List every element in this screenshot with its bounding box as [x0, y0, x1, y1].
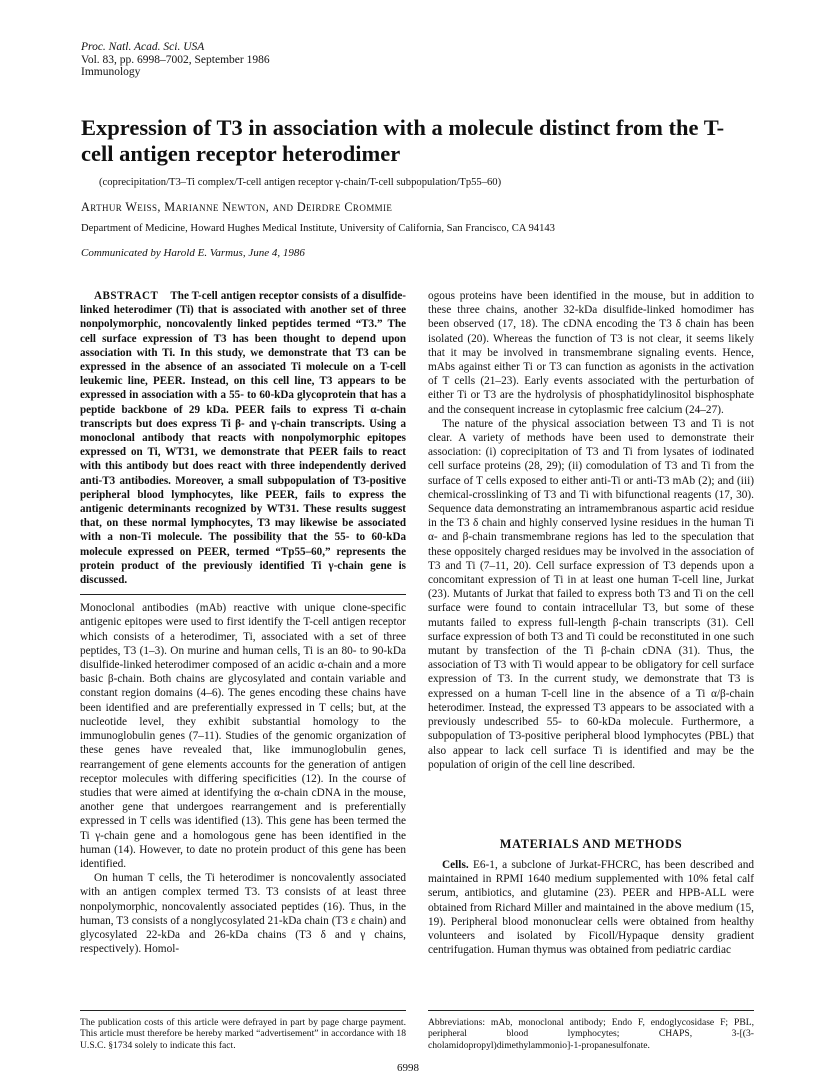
communicated-by: Communicated by Harold E. Varmus, June 4, 1986: [81, 247, 305, 259]
footnote-rule-right: [428, 1010, 754, 1011]
intro-paragraph: On human T cells, the Ti heterodimer is noncovalently associated with an antigen complex termed T3. T3 consists of at least three nonpolymorphic, noncovalently associated peptides (16). Thus, in the human, T3 consists of a nonglycosylated 21-kDa chain (T3 ε chain) and glycosylated 22-kDa and 26-kDa chains (T3 δ and γ chains, respectively). Homol-: [80, 872, 406, 956]
cells-text: E6-1, a subclone of Jurkat-FHCRC, has been described and maintained in RPMI 1640 medium supplemented with 10% fetal calf serum, antibiotics, and glutamine (23). PEER and HPB-ALL were obtained from Richard Miller and maintained in the above medium (15, 19). Peripheral blood mononuclear cells were obtained from healthy volunteers and isolated by Ficoll/Hypaque density gradient centrifugation. Human thymus was obtained from pediatric cardiac: [428, 859, 754, 957]
cells-label: Cells.: [442, 859, 469, 871]
body-paragraph: The nature of the physical association between T3 and Ti is not clear. A variety of methods have been used to demonstrate their association: (i) coprecipitation of T3 and Ti from lysates of iodinated cell surface proteins (28, 29); (ii) comodulation of T3 and Ti from the surface of T cells exposed to either anti-Ti or anti-T3 mAb (2); and (iii) chemical-crosslinking of T3 and Ti with bifunctional reagents (17, 30). Sequence data demonstrating an intramembranous aspartic acid residue in the T3 δ chain and highly conserved lysine residues in the human Ti α- and β-chain transmembrane regions has led to the speculation that these oppositely charged residues may be involved in the association of T3 and Ti (7–11, 20). Cell surface expression of T3 depends upon a concomitant expression of Ti in at least one human T-cell line, Jurkat (23). Mutants of Jurkat that failed to express both T3 and Ti on the cell surface were found to contain intracellular T3, but some of these mutants failed to express full-length β-chain transcripts (31). Cell surface expression of both T3 and Ti could be reconstituted in one such mutant by transfection of the Ti β-chain cDNA (31). Thus, the association of T3 with Ti would appear to be obligatory for cell surface expression of T3. In the current study, we demonstrate that T3 is expressed on a human T-cell line in the absence of a Ti α/β-chain heterodimer. Instead, the expressed T3 appears to be associated with a previously undescribed 55- to 60-kDa molecule. Furthermore, a subpopulation of T3-positive peripheral blood lymphocytes (PBL) that also appear to lack cell surface Ti is identified and may be the population of origin of the cell line described.: [428, 417, 754, 771]
affiliation: Department of Medicine, Howard Hughes Medical Institute, University of California, San Francisco, CA 94143: [81, 223, 555, 234]
journal-name: Proc. Natl. Acad. Sci. USA: [81, 41, 205, 53]
abbreviations-footnote: Abbreviations: mAb, monoclonal antibody; Endo F, endoglycosidase F; PBL, peripheral blood lymphocytes; CHAPS, 3-[(3-cholamidopropyl)dimethylammonio]-1-propanesulfonate.: [428, 1017, 754, 1051]
journal-volume: Vol. 83, pp. 6998–7002, September 1986: [81, 53, 270, 66]
journal-header: [81, 41, 270, 79]
article-title: Expression of T3 in association with a molecule distinct from the T-cell antigen receptor heterodimer: [81, 115, 725, 166]
body-paragraph: ogous proteins have been identified in the mouse, but in addition to these three chains, another 32-kDa disulfide-linked homodimer has been observed (17, 18). The cDNA encoding the T3 δ chain has been isolated (20). Whereas the function of T3 is not clear, it seems likely that it may be involved in transmembrane signaling events. Hence, mAbs against either Ti or T3 can function as agonists in the activation of T cells (21–23). Early events associated with the perturbation of either Ti or T3 are the hydrolysis of phosphatidylinositol bisphosphate and the consequent increase in cytoplasmic free calcium (24–27).: [428, 290, 754, 416]
left-column: [80, 289, 406, 956]
journal-section: Immunology: [81, 66, 141, 78]
footnote-rule-left: [80, 1010, 406, 1011]
abstract-label: ABSTRACT: [94, 290, 159, 302]
methods-heading: MATERIALS AND METHODS: [499, 837, 683, 851]
publication-footnote: The publication costs of this article were defrayed in part by page charge payment. This article must therefore be hereby marked “advertisement” in accordance with 18 U.S.C. §1734 solely to indicate this fact.: [80, 1017, 406, 1051]
right-column: [428, 289, 754, 772]
methods-section: [428, 858, 754, 957]
abstract-text: The T-cell antigen receptor consists of a disulfide-linked heterodimer (Ti) that is associated with another set of three nonpolymorphic, noncovalently linked peptides termed “T3.” The cell surface expression of T3 has been thought to depend upon association with Ti. In this study, we demonstrate that T3 can be expressed in the absence of an associated Ti molecule on a T-cell leukemic line, PEER. Instead, on this cell line, T3 appears to be expressed in association with a 55- to 60-kDa glycoprotein that has a peptide backbone of 29 kDa. PEER fails to express Ti α-chain transcripts but does express Ti β- and γ-chain transcripts. Using a monoclonal antibody that reacts with nonpolymorphic epitopes expressed on Ti, WT31, we demonstrate that PEER fails to react with this antibody but does react with three independently derived anti-T3 antibodies. Moreover, a small subpopulation of T3-positive peripheral blood lymphocytes, like PEER, fails to express the antigenic determinants recognized by WT31. These results suggest that, on these normal lymphocytes, T3 may likewise be associated with a non-Ti molecule. The possibility that the 55- to 60-kDa molecule expressed on PEER, termed “Tp55–60,” represents the protein product of the previously identified Ti γ-chain gene is discussed.: [80, 290, 407, 587]
keywords: (coprecipitation/T3–Ti complex/T-cell antigen receptor γ-chain/T-cell subpopulation/Tp55–60): [99, 177, 502, 188]
intro-paragraph: Monoclonal antibodies (mAb) reactive with unique clone-specific antigenic epitopes were used to first identify the T-cell antigen receptor which consists of a heterodimer, Ti, associated with a set of three peptides, T3 (1–3). On murine and human cells, Ti is an 80- to 90-kDa disulfide-linked heterodimer composed of an acidic α-chain and a more basic β-chain. Both chains are glycosylated and contain variable and constant region domains (4–6). The genes encoding these chains have been identified and are preferentially expressed in T cells; but, at the nucleotide level, they exhibit substantial homology to the immunoglobulin genes (7–11). Studies of the genomic organization of these genes have revealed that, like immunoglobulin genes, rearrangement of gene elements accounts for the generation of antigen receptor molecules with differing specificities (12). In the course of studies that were aimed at identifying the α-chain cDNA in the mouse, another gene that undergoes rearrangement and is preferentially expressed in T cells was identified (13). This gene has been termed the Ti γ-chain gene and a homologous gene has been identified in the human (14). However, to date no protein product of this gene has been identified.: [80, 602, 406, 870]
methods-cells-paragraph: [428, 858, 754, 957]
authors: Arthur Weiss, Marianne Newton, and Deirdre Crommie: [81, 200, 393, 214]
abstract-divider: [80, 594, 406, 595]
page-number: 6998: [397, 1062, 419, 1074]
abstract: [80, 289, 406, 587]
